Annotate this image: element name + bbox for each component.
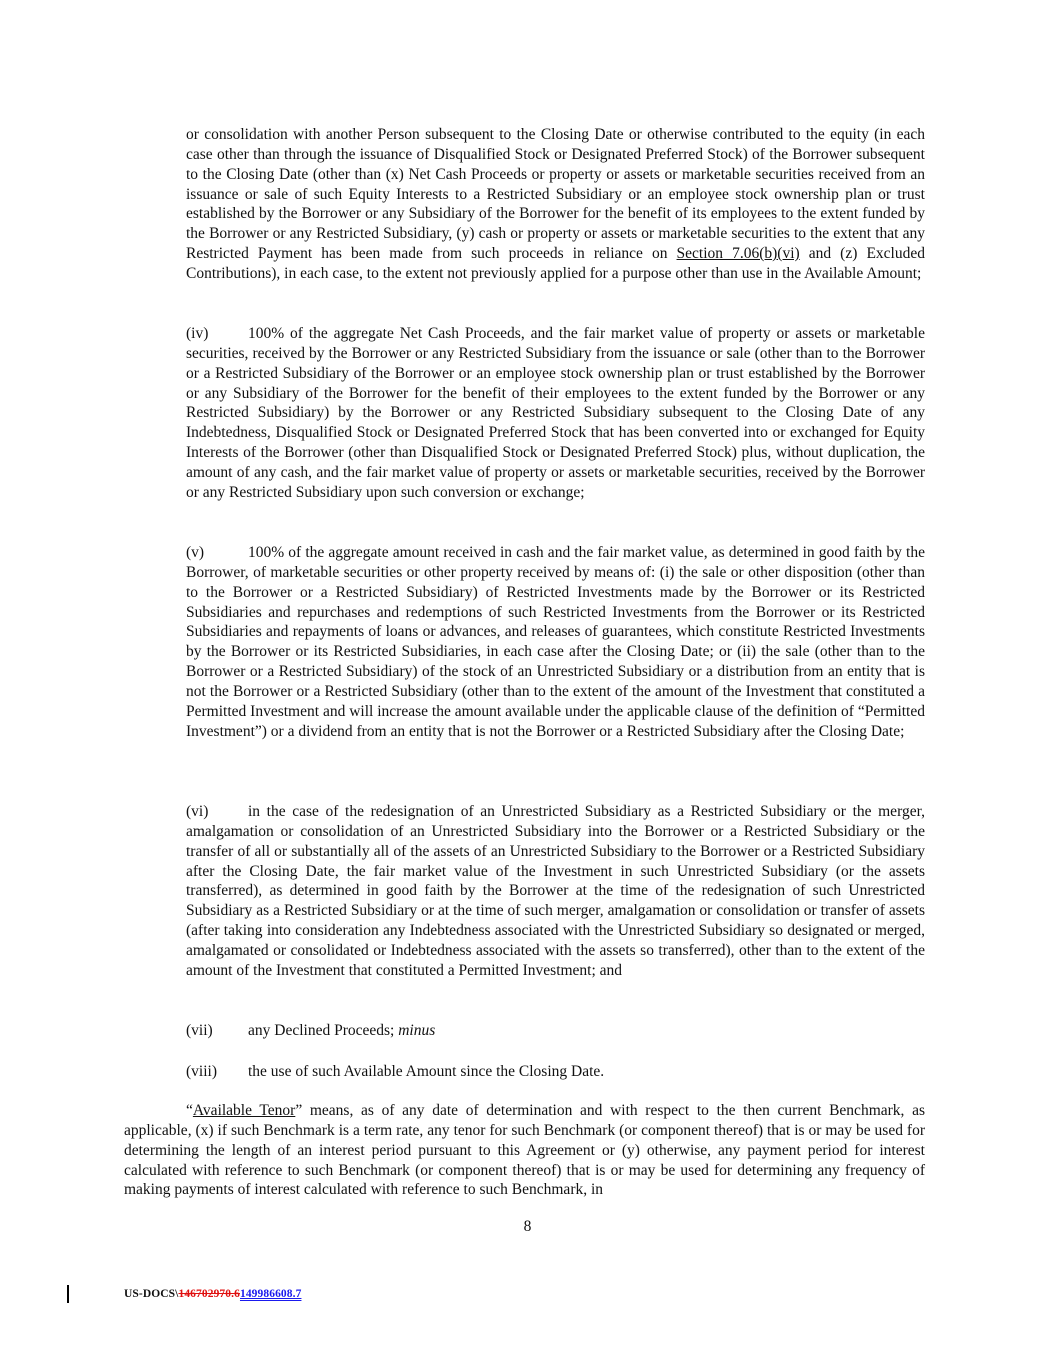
clause-iii-text: or consolidation with another Person subsequent to the Closing Date or otherwise contributed to the equity (in each case other than through the issuance of Disqualified Stock or Designated Preferred Stock) of the Borrower subsequent to the Closing Date (other than (x) Net Cash Proceeds or property or assets or marketable securities received from an issuance or sale of such Equity Interests to a Restricted Subsidiary or an employee stock ownership plan or trust established by the Borrower or any Subsidiary of the Borrower for the benefit of its employees to the extent funded by the Borrower or any Restricted Subsidiary, (y) cash or property or assets or marketable securities to the extent that any Restricted Payment has been made from such proceeds in reliance on — [186, 126, 925, 263]
clause-iii-text-end: and (z) Excluded Contributions), in each case, to the extent not previously applied for a purpose other than use in the Available Amount; — [186, 245, 925, 282]
clause-v — [186, 543, 925, 741]
clause-iv — [186, 324, 925, 503]
document-footer-id — [124, 1288, 301, 1300]
clause-vi-text: in the case of the redesignation of an Unrestricted Subsidiary as a Restricted Subsidiary or the merger, amalgamation or consolidation of an Unrestricted Subsidiary into the Borrower or a Restricted Subsidiary or the transfer of all or substantially all of the assets of an Unrestricted Subsidiary to the Borrower or a Restricted Subsidiary after the Closing Date, the fair market value of the Investment in such Unrestricted Subsidiary (or the assets transferred), as determined in good faith by the Borrower at the time of the redesignation of such Unrestricted Subsidiary as a Restricted Subsidiary or at the time of such merger, amalgamation or consolidation or transfer of assets (after taking into consideration any Indebtedness associated with the Unrestricted Subsidiary so designated or merged, amalgamated or consolidated or Indebtedness associated with the assets so transferred), other than to the extent of the amount of the Investment that constituted a Permitted Investment; and — [186, 803, 925, 979]
clause-vi — [186, 802, 925, 981]
definition-open-quote: “ — [186, 1102, 193, 1119]
clause-vii-text: any Declined Proceeds; — [248, 1022, 399, 1039]
clause-v-text: 100% of the aggregate amount received in cash and the fair market value, as determined in good faith by the Borrower, of marketable securities or other property received by means of: (i) the sale or other disposition (other than to the Borrower or a Restricted Subsidiary) of Restricted Investments made by the Borrower or its Restricted Subsidiaries and repurchases and redemptions of such Restricted Investments from the Borrower or its Restricted Subsidiaries and repayments of loans or advances, and releases of guarantees, which constitute Restricted Investments by the Borrower or its Restricted Subsidiaries, in each case after the Closing Date; or (ii) the sale (other than to the Borrower or a Restricted Subsidiary) of the stock of an Unrestricted Subsidiary or a distribution from an entity that is not the Borrower or a Restricted Subsidiary (other than to the extent of the amount of the Investment that constituted a Permitted Investment and will increase the amount available under the applicable clause of the definition of “Permitted Investment”) or a dividend from an entity that is not the Borrower or a Restricted Subsidiary after the Closing Date; — [186, 544, 925, 740]
clause-iv-text: 100% of the aggregate Net Cash Proceeds, and the fair market value of property or assets or marketable securities, received by the Borrower or any Restricted Subsidiary from the issuance or sale (other than to the Borrower or a Restricted Subsidiary of the Borrower or an employee stock ownership plan or trust established by the Borrower or any Subsidiary of the Borrower for the benefit of their employees to the extent funded by the Borrower or any Restricted Subsidiary) by the Borrower or any Restricted Subsidiary subsequent to the Closing Date of any Indebtedness, Disqualified Stock or Designated Preferred Stock that has been converted into or exchanged for Equity Interests of the Borrower (other than Disqualified Stock or Designated Preferred Stock) plus, without duplication, the amount of any cash, and the fair market value of property or assets or marketable securities, received by the Borrower or any Restricted Subsidiary upon such conversion or exchange; — [186, 325, 925, 501]
section-reference-7-06-b-vi: Section 7.06(b)(vi) — [676, 245, 800, 263]
definition-available-tenor — [124, 1101, 925, 1200]
footer-deleted-id: 146702970.6 — [178, 1288, 240, 1300]
clause-viii — [186, 1062, 925, 1082]
clause-vii-number: (vii) — [186, 1022, 213, 1039]
page-number: 8 — [523, 1218, 532, 1235]
clause-viii-text: the use of such Available Amount since the Closing Date. — [248, 1063, 605, 1080]
clause-viii-number: (viii) — [186, 1063, 217, 1080]
change-bar — [67, 1285, 69, 1303]
clause-vii — [186, 1021, 925, 1041]
clause-iii-continuation — [186, 125, 925, 284]
footer-prefix: US-DOCS\ — [124, 1288, 179, 1300]
clause-vi-number: (vi) — [186, 803, 209, 820]
clause-vii-minus: minus — [398, 1022, 436, 1039]
clause-iv-number: (iv) — [186, 325, 209, 342]
defined-term-available-tenor: Available Tenor — [192, 1102, 296, 1119]
clause-v-number: (v) — [186, 544, 205, 561]
footer-inserted-id: 149986608.7 — [239, 1288, 302, 1300]
definition-available-tenor-text: ” means, as of any date of determination and with respect to the then current Benchmark, as applicable, (x) if such Benchmark is a term rate, any tenor for such Benchmark (or component thereof) that is or may be used for determining the length of an interest period pursuant to this Agreement or (y) otherwise, any payment period for interest calculated with reference to such Benchmark (or component thereof) that is or may be used for determining any frequency of making payments of interest calculated with reference to such Benchmark, in — [124, 1102, 925, 1199]
